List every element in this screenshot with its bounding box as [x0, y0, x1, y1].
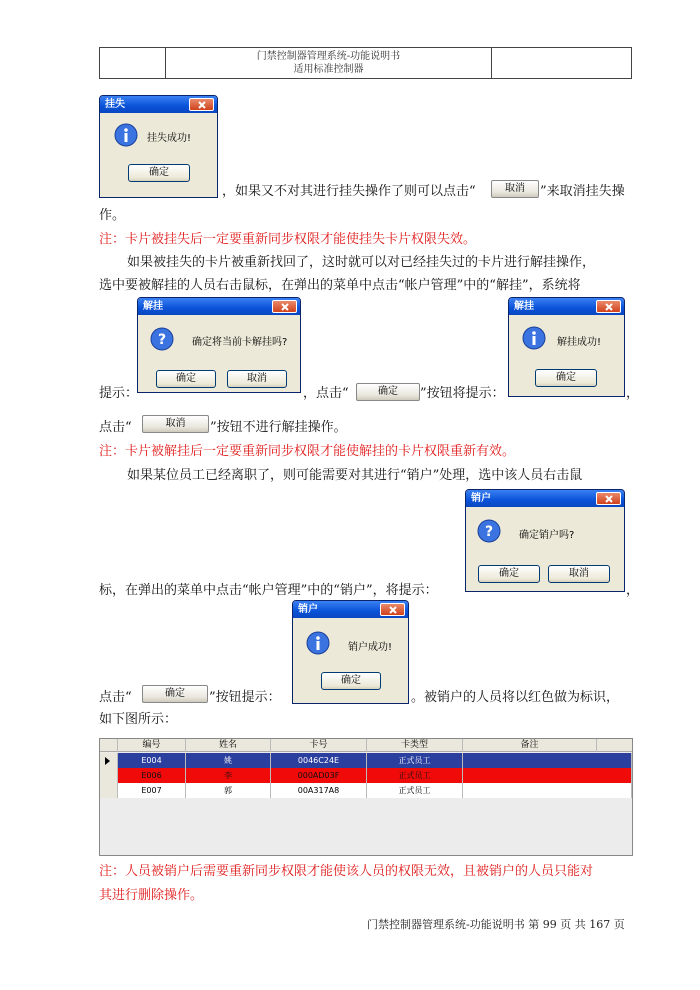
header-title-line1: 门禁控制器管理系统-功能说明书	[256, 51, 401, 62]
table-row[interactable]	[100, 768, 632, 783]
ok-button[interactable]: 确定	[478, 565, 540, 583]
dialog-title: 解挂	[514, 301, 534, 312]
dialog-title: 销户	[471, 493, 491, 504]
ok-button[interactable]: 确定	[535, 369, 597, 387]
cancel-confirm-dialog	[465, 489, 625, 592]
column-header[interactable]: 备注	[463, 739, 597, 752]
table-row[interactable]	[100, 753, 632, 768]
dialog-title-bar	[138, 298, 300, 315]
svg-text:?: ?	[484, 524, 494, 540]
info-icon	[114, 123, 138, 147]
paragraph-text: ，如果又不对其进行挂失操作了则可以点击“	[222, 184, 476, 199]
column-header[interactable]: 卡类型	[367, 739, 463, 752]
note-text: 注：人员被销户后需要重新同步权限才能使该人员的权限无效，且被销户的人员只能对	[99, 864, 594, 879]
paragraph-text: 如下图所示：	[99, 712, 178, 727]
cancel-button[interactable]: 取消	[548, 565, 610, 583]
paragraph-text: 提示：	[99, 386, 139, 401]
dialog-title: 挂失	[105, 99, 125, 110]
table-cell[interactable]: E004	[118, 753, 186, 768]
question-icon	[150, 327, 174, 351]
table-cell[interactable]: E006	[118, 768, 186, 783]
table-cell[interactable]: 姚	[186, 753, 271, 768]
close-icon[interactable]	[596, 492, 621, 505]
paragraph-text: ，	[626, 386, 640, 401]
table-cell[interactable]: 郭	[186, 783, 271, 798]
cancel-success-dialog	[292, 600, 409, 704]
paragraph-text: ，	[626, 583, 640, 598]
table-cell[interactable]: 00A317A8	[271, 783, 367, 798]
note-text: 其进行删除操作。	[99, 888, 204, 903]
header-title-cell	[166, 48, 492, 79]
paragraph-text: ”按钮提示：	[209, 690, 281, 705]
paragraph-text: ”来取消挂失操	[540, 184, 625, 199]
column-header[interactable]: 编号	[118, 739, 186, 752]
inline-cancel-button: 取消	[142, 415, 209, 433]
grid-header-indicator	[100, 739, 118, 752]
table-cell[interactable]	[463, 753, 632, 768]
note-text: 注：卡片被解挂后一定要重新同步权限才能使解挂的卡片权限重新有效。	[99, 444, 516, 459]
paragraph-text: 点击“	[99, 690, 132, 705]
row-indicator	[100, 753, 118, 768]
table-cell[interactable]: 正式员工	[367, 783, 463, 798]
page-header	[99, 47, 632, 79]
close-icon[interactable]	[272, 300, 297, 313]
dialog-title-bar	[100, 96, 217, 113]
dialog-title-bar	[293, 601, 408, 618]
page-footer: 门禁控制器管理系统-功能说明书 第 99 页 共 167 页	[367, 918, 625, 931]
dialog-message: 挂失成功!	[147, 133, 192, 144]
note-text: 注：卡片被挂失后一定要重新同步权限才能使挂失卡片权限失效。	[99, 232, 477, 247]
question-icon	[477, 519, 501, 543]
inline-ok-button: 确定	[142, 685, 208, 703]
table-cell[interactable]: E007	[118, 783, 186, 798]
dialog-message: 确定销户吗?	[519, 530, 575, 541]
header-title-line2: 适用标准控制器	[293, 64, 364, 75]
paragraph-text: 如果被挂失的卡片被重新找回了，这时就可以对已经挂失过的卡片进行解挂操作，	[127, 255, 596, 270]
cancel-button[interactable]: 取消	[227, 370, 287, 388]
inline-ok-button: 确定	[356, 383, 420, 401]
ok-button[interactable]: 确定	[321, 672, 381, 690]
table-cell[interactable]: 000AD03F	[271, 768, 367, 783]
paragraph-text: 选中要被解挂的人员右击鼠标，在弹出的菜单中点击“帐户管理”中的“解挂”，系统将	[99, 278, 581, 293]
table-row[interactable]	[100, 783, 632, 798]
paragraph-text: 。被销户的人员将以红色做为标识，	[411, 690, 620, 705]
dialog-title: 解挂	[143, 301, 163, 312]
dialog-title-bar	[466, 490, 624, 507]
table-cell[interactable]: 正式员工	[367, 753, 463, 768]
ok-button[interactable]: 确定	[156, 370, 216, 388]
paragraph-text: 点击“	[99, 420, 132, 435]
paragraph-text: 如果某位员工已经离职了，则可能需要对其进行“销户”处理，选中该人员右击鼠	[127, 468, 583, 483]
table-cell[interactable]: 0046C24E	[271, 753, 367, 768]
ok-button[interactable]: 确定	[128, 164, 190, 182]
grid-header	[100, 739, 632, 752]
close-icon[interactable]	[596, 300, 621, 313]
current-row-arrow-icon	[105, 757, 110, 765]
svg-text:?: ?	[157, 332, 167, 348]
unlost-success-dialog	[508, 297, 625, 397]
close-icon[interactable]	[189, 98, 214, 111]
table-cell[interactable]	[463, 783, 632, 798]
dialog-message: 确定将当前卡解挂吗?	[192, 337, 288, 348]
unlost-confirm-dialog	[137, 297, 301, 393]
paragraph-text: ”按钮不进行解挂操作。	[210, 420, 347, 435]
table-cell[interactable]: 李	[186, 768, 271, 783]
row-indicator	[100, 783, 118, 798]
row-indicator	[100, 768, 118, 783]
table-cell[interactable]	[463, 768, 632, 783]
dialog-title: 销户	[298, 604, 318, 615]
header-right-cell	[492, 48, 632, 79]
dialog-title-bar	[509, 298, 624, 315]
inline-cancel-button: 取消	[491, 180, 539, 198]
header-left-cell	[100, 48, 166, 79]
paragraph-text: 标，在弹出的菜单中点击“帐户管理”中的“销户”，将提示：	[99, 583, 438, 598]
lost-success-dialog	[99, 95, 218, 198]
info-icon	[306, 631, 330, 655]
close-icon[interactable]	[380, 603, 405, 616]
paragraph-text: ”按钮将提示：	[420, 386, 505, 401]
dialog-message: 销户成功!	[348, 642, 393, 653]
info-icon	[522, 326, 546, 350]
paragraph-text: ，点击“	[303, 386, 349, 401]
table-cell[interactable]: 正式员工	[367, 768, 463, 783]
personnel-grid[interactable]	[99, 738, 633, 856]
paragraph-text: 作。	[99, 208, 126, 223]
dialog-message: 解挂成功!	[557, 337, 602, 348]
column-header[interactable]: 姓名	[186, 739, 271, 752]
column-header[interactable]: 卡号	[271, 739, 367, 752]
